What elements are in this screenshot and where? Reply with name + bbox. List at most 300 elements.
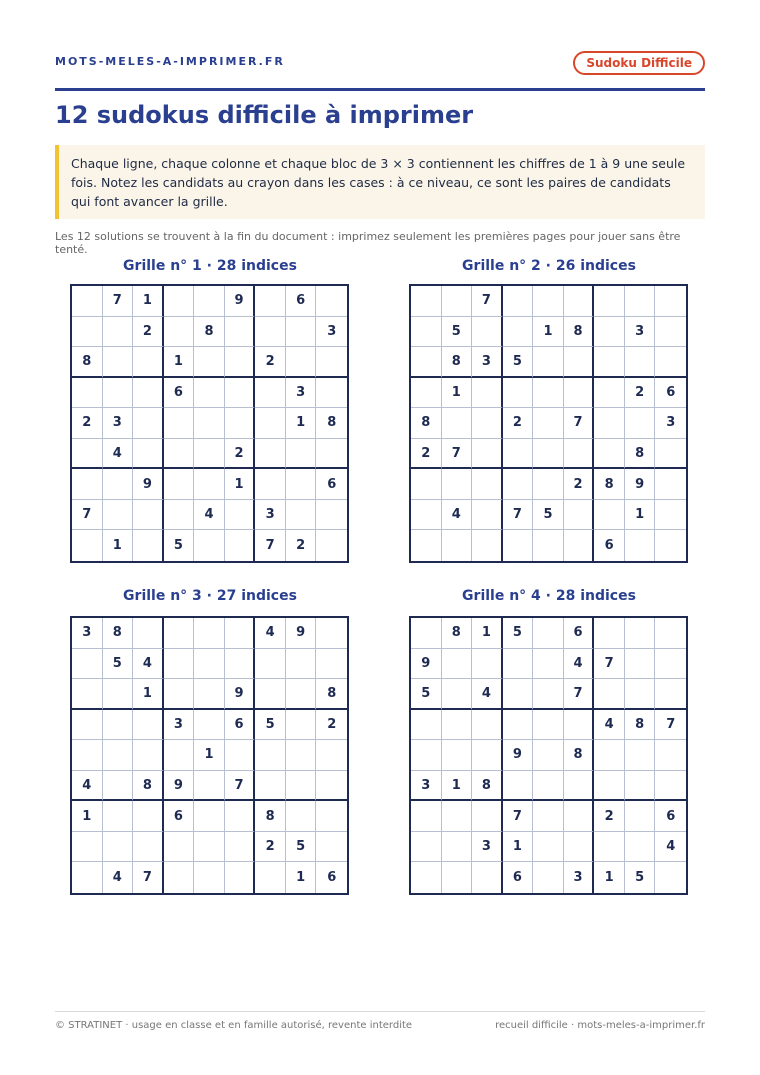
sudoku-cell [286, 317, 317, 348]
sudoku-cell [655, 500, 686, 531]
sudoku-cell [594, 832, 625, 863]
sudoku-cell [503, 378, 534, 409]
sudoku-cell [164, 679, 195, 710]
sudoku-cell: 5 [103, 649, 134, 680]
sudoku-cell: 2 [255, 347, 286, 378]
sudoku-cell: 6 [655, 378, 686, 409]
sudoku-grid-4 [409, 616, 688, 895]
sudoku-cell [225, 347, 256, 378]
sudoku-cell [316, 649, 347, 680]
sudoku-cell [103, 317, 134, 348]
sudoku-cell [533, 771, 564, 802]
sudoku-cell [533, 347, 564, 378]
sudoku-cell: 3 [255, 500, 286, 531]
sudoku-cell [503, 679, 534, 710]
sudoku-cell [594, 317, 625, 348]
sudoku-cell: 4 [655, 832, 686, 863]
sudoku-cell [133, 378, 164, 409]
sudoku-cell [503, 317, 534, 348]
sudoku-cell: 7 [503, 801, 534, 832]
sudoku-cell [194, 469, 225, 500]
sudoku-cell: 4 [472, 679, 503, 710]
sudoku-cell [533, 832, 564, 863]
sudoku-cell [103, 771, 134, 802]
sudoku-cell [225, 408, 256, 439]
sudoku-cell: 9 [625, 469, 656, 500]
sudoku-cell [472, 710, 503, 741]
sudoku-cell [72, 469, 103, 500]
sudoku-cell: 1 [533, 317, 564, 348]
sudoku-cell [472, 530, 503, 561]
sudoku-cell: 8 [564, 317, 595, 348]
sudoku-cell: 6 [655, 801, 686, 832]
sudoku-cell [472, 649, 503, 680]
sudoku-cell [255, 679, 286, 710]
sudoku-cell [133, 740, 164, 771]
sudoku-cell [564, 832, 595, 863]
sudoku-cell [533, 469, 564, 500]
sudoku-cell: 7 [503, 500, 534, 531]
sudoku-cell: 4 [133, 649, 164, 680]
sudoku-cell [164, 439, 195, 470]
sudoku-cell: 1 [472, 618, 503, 649]
sudoku-cell [411, 317, 442, 348]
sudoku-cell: 4 [103, 862, 134, 893]
sudoku-cell [655, 347, 686, 378]
sudoku-cell [442, 862, 473, 893]
sudoku-cell: 7 [594, 649, 625, 680]
sudoku-cell: 3 [316, 317, 347, 348]
sudoku-cell: 8 [625, 710, 656, 741]
sudoku-cell [286, 771, 317, 802]
sudoku-cell: 2 [255, 832, 286, 863]
sudoku-cell: 7 [72, 500, 103, 531]
sudoku-cell: 6 [286, 286, 317, 317]
sudoku-cell [316, 378, 347, 409]
sudoku-cell [533, 740, 564, 771]
sudoku-cell [164, 286, 195, 317]
sudoku-cell [103, 378, 134, 409]
sudoku-cell [503, 469, 534, 500]
sudoku-cell [194, 408, 225, 439]
sudoku-cell [72, 832, 103, 863]
sudoku-cell [625, 649, 656, 680]
sudoku-cell [564, 378, 595, 409]
sudoku-cell [103, 740, 134, 771]
sudoku-cell: 5 [255, 710, 286, 741]
sudoku-cell: 6 [164, 378, 195, 409]
sudoku-cell: 7 [655, 710, 686, 741]
sudoku-cell [133, 439, 164, 470]
sudoku-cell [411, 286, 442, 317]
sudoku-cell: 1 [625, 500, 656, 531]
footer-copyright: © STRATINET · usage en classe et en famille autorisé, revente interdite [55, 1020, 413, 1031]
sudoku-cell [164, 740, 195, 771]
sudoku-cell [164, 408, 195, 439]
sudoku-cell [564, 710, 595, 741]
sudoku-cell [533, 649, 564, 680]
sudoku-cell [164, 317, 195, 348]
sudoku-cell [655, 771, 686, 802]
sudoku-cell [594, 378, 625, 409]
sudoku-cell [594, 439, 625, 470]
header-divider [55, 88, 705, 91]
footer-divider [55, 1011, 705, 1012]
grid-title-4: Grille n° 4 · 28 indices [462, 588, 636, 604]
sudoku-cell [286, 469, 317, 500]
sudoku-cell [72, 530, 103, 561]
sudoku-cell: 7 [225, 771, 256, 802]
page-title: 12 sudokus difficile à imprimer [55, 101, 474, 129]
sudoku-cell [72, 439, 103, 470]
sudoku-cell [72, 862, 103, 893]
sudoku-cell [133, 618, 164, 649]
sudoku-cell [72, 679, 103, 710]
sudoku-cell: 1 [103, 530, 134, 561]
sudoku-cell: 8 [316, 679, 347, 710]
sudoku-cell: 5 [286, 832, 317, 863]
sudoku-cell [103, 500, 134, 531]
sudoku-cell [594, 347, 625, 378]
sudoku-cell [194, 710, 225, 741]
sudoku-cell [225, 649, 256, 680]
sudoku-cell: 7 [564, 408, 595, 439]
sudoku-cell [164, 862, 195, 893]
sudoku-cell [133, 530, 164, 561]
sudoku-cell [194, 439, 225, 470]
sudoku-cell [594, 740, 625, 771]
sudoku-cell: 7 [133, 862, 164, 893]
sudoku-cell: 4 [442, 500, 473, 531]
sudoku-cell: 8 [72, 347, 103, 378]
sudoku-cell: 4 [103, 439, 134, 470]
sudoku-cell: 6 [225, 710, 256, 741]
sudoku-cell: 2 [594, 801, 625, 832]
sudoku-cell: 1 [133, 679, 164, 710]
sudoku-cell: 8 [472, 771, 503, 802]
sudoku-cell [625, 286, 656, 317]
sudoku-cell [564, 439, 595, 470]
sudoku-cell: 9 [411, 649, 442, 680]
sudoku-cell [133, 832, 164, 863]
sudoku-cell [225, 740, 256, 771]
sudoku-cell: 7 [255, 530, 286, 561]
sudoku-cell [655, 439, 686, 470]
sudoku-cell [316, 286, 347, 317]
sudoku-cell [194, 347, 225, 378]
sudoku-cell [194, 378, 225, 409]
sudoku-grid-1 [70, 284, 349, 563]
sudoku-cell [133, 408, 164, 439]
sudoku-cell [72, 740, 103, 771]
sudoku-cell [594, 500, 625, 531]
sudoku-cell: 8 [316, 408, 347, 439]
sudoku-cell [286, 347, 317, 378]
sudoku-cell [286, 649, 317, 680]
sudoku-cell [194, 530, 225, 561]
sudoku-cell [411, 801, 442, 832]
sudoku-cell: 2 [411, 439, 442, 470]
sudoku-cell: 1 [594, 862, 625, 893]
sudoku-cell [411, 618, 442, 649]
sudoku-cell [442, 469, 473, 500]
sudoku-cell: 6 [503, 862, 534, 893]
sudoku-cell: 6 [327, 870, 337, 886]
sudoku-cell [655, 740, 686, 771]
sudoku-cell [194, 649, 225, 680]
sudoku-cell [316, 832, 347, 863]
sudoku-cell [472, 439, 503, 470]
sudoku-cell [255, 286, 286, 317]
sudoku-cell: 5 [625, 862, 656, 893]
sudoku-cell [472, 408, 503, 439]
sudoku-cell [655, 649, 686, 680]
sudoku-cell [72, 710, 103, 741]
sudoku-cell: 3 [472, 832, 503, 863]
sudoku-cell [72, 286, 103, 317]
sudoku-cell [225, 378, 256, 409]
sudoku-cell: 1 [225, 469, 256, 500]
sudoku-cell [442, 710, 473, 741]
sudoku-cell: 8 [564, 740, 595, 771]
sudoku-cell [316, 771, 347, 802]
sudoku-cell [194, 832, 225, 863]
sudoku-cell: 2 [133, 317, 164, 348]
sudoku-cell: 6 [594, 530, 625, 561]
sudoku-cell [625, 771, 656, 802]
sudoku-cell [286, 679, 317, 710]
sudoku-cell: 7 [103, 286, 134, 317]
sudoku-cell: 3 [164, 710, 195, 741]
sudoku-cell [411, 500, 442, 531]
sudoku-cell: 1 [286, 408, 317, 439]
sudoku-cell: 7 [442, 439, 473, 470]
sudoku-cell [164, 500, 195, 531]
sudoku-cell [316, 347, 347, 378]
sudoku-cell [194, 862, 225, 893]
sudoku-cell [564, 771, 595, 802]
sudoku-cell [411, 530, 442, 561]
sudoku-cell [411, 378, 442, 409]
sudoku-cell [255, 408, 286, 439]
sudoku-cell [255, 649, 286, 680]
sudoku-cell [503, 286, 534, 317]
site-name: MOTS-MELES-A-IMPRIMER.FR [55, 55, 285, 68]
sudoku-cell [564, 286, 595, 317]
sudoku-cell: 5 [503, 618, 534, 649]
sudoku-cell [625, 530, 656, 561]
sudoku-cell [472, 740, 503, 771]
sudoku-cell: 8 [594, 469, 625, 500]
sudoku-cell [255, 439, 286, 470]
sudoku-cell [133, 347, 164, 378]
sudoku-cell: 8 [442, 347, 473, 378]
sudoku-cell [533, 286, 564, 317]
sudoku-cell: 3 [286, 378, 317, 409]
sudoku-cell [286, 500, 317, 531]
sudoku-cell [255, 771, 286, 802]
sudoku-cell: 8 [255, 801, 286, 832]
sudoku-cell [442, 679, 473, 710]
sudoku-cell [225, 801, 256, 832]
sudoku-cell: 8 [194, 317, 225, 348]
sudoku-cell: 4 [194, 500, 225, 531]
sudoku-cell [533, 530, 564, 561]
sudoku-cell: 2 [225, 439, 256, 470]
sudoku-cell [533, 378, 564, 409]
sudoku-cell: 4 [594, 710, 625, 741]
sudoku-cell: 2 [316, 710, 347, 741]
sudoku-cell [533, 679, 564, 710]
sudoku-cell [194, 771, 225, 802]
sudoku-cell: 3 [564, 862, 595, 893]
sudoku-cell [625, 801, 656, 832]
sudoku-cell [472, 469, 503, 500]
sudoku-cell: 3 [411, 771, 442, 802]
sudoku-cell [533, 862, 564, 893]
sudoku-cell [442, 832, 473, 863]
sudoku-cell [503, 771, 534, 802]
sudoku-cell [72, 317, 103, 348]
sudoku-cell [655, 679, 686, 710]
sudoku-cell: 1 [503, 832, 534, 863]
sudoku-cell [625, 832, 656, 863]
sudoku-cell: 8 [411, 408, 442, 439]
sudoku-cell: 9 [503, 740, 534, 771]
sudoku-cell [225, 832, 256, 863]
sudoku-cell: 8 [133, 771, 164, 802]
sudoku-cell [625, 618, 656, 649]
sudoku-cell [72, 378, 103, 409]
sudoku-cell [472, 378, 503, 409]
sudoku-cell [533, 710, 564, 741]
sudoku-cell [472, 801, 503, 832]
sudoku-cell [533, 408, 564, 439]
sudoku-cell [564, 500, 595, 531]
footer-collection: recueil difficile · mots-meles-a-imprimer.fr [495, 1020, 705, 1031]
sudoku-cell [286, 439, 317, 470]
sudoku-cell: 1 [72, 801, 103, 832]
sudoku-cell: 2 [503, 408, 534, 439]
sudoku-cell: 7 [564, 679, 595, 710]
sudoku-cell: 5 [164, 530, 195, 561]
sudoku-grid-3 [70, 616, 349, 895]
sudoku-cell [103, 832, 134, 863]
sudoku-cell [442, 408, 473, 439]
sudoku-cell [286, 740, 317, 771]
sudoku-cell [594, 771, 625, 802]
sudoku-cell [442, 530, 473, 561]
sudoku-cell [625, 347, 656, 378]
sudoku-cell: 9 [225, 286, 256, 317]
grid-title-2: Grille n° 2 · 26 indices [462, 258, 636, 274]
sudoku-cell [225, 862, 256, 893]
sudoku-cell [133, 710, 164, 741]
sudoku-cell: 6 [564, 618, 595, 649]
sudoku-cell: 1 [133, 286, 164, 317]
sudoku-cell [594, 408, 625, 439]
sudoku-cell: 6 [316, 469, 347, 500]
sudoku-cell [225, 317, 256, 348]
sudoku-cell: 5 [533, 500, 564, 531]
sudoku-cell [225, 530, 256, 561]
sudoku-cell: 1 [194, 740, 225, 771]
sudoku-cell [503, 530, 534, 561]
sudoku-cell [164, 832, 195, 863]
sudoku-cell [133, 801, 164, 832]
sudoku-cell: 4 [564, 649, 595, 680]
sudoku-cell: 1 [286, 862, 317, 893]
sudoku-cell [564, 801, 595, 832]
sudoku-cell [533, 618, 564, 649]
sudoku-cell [103, 347, 134, 378]
sudoku-cell [255, 469, 286, 500]
sudoku-cell [442, 286, 473, 317]
instructions-box: Chaque ligne, chaque colonne et chaque bloc de 3 × 3 contiennent les chiffres de 1 à 9 une seule fois. Notez les candidats au crayon dans les cases : à ce niveau, ce sont les paires de candidats qui font avancer la grille. [55, 145, 705, 219]
sudoku-cell [164, 649, 195, 680]
sudoku-cell [255, 317, 286, 348]
sudoku-cell [411, 832, 442, 863]
sudoku-cell: 2 [72, 408, 103, 439]
sudoku-cell [503, 439, 534, 470]
sudoku-cell [316, 801, 347, 832]
sudoku-cell: 5 [411, 679, 442, 710]
sudoku-cell [316, 618, 347, 649]
sudoku-cell [442, 649, 473, 680]
sudoku-cell [411, 862, 442, 893]
sudoku-cell: 2 [564, 469, 595, 500]
sudoku-cell: 9 [133, 469, 164, 500]
sudoku-cell [194, 679, 225, 710]
sudoku-cell [594, 618, 625, 649]
sudoku-cell [194, 801, 225, 832]
sudoku-cell [411, 469, 442, 500]
difficulty-badge: Sudoku Difficile [573, 51, 705, 75]
sudoku-cell: 1 [442, 771, 473, 802]
sudoku-cell [655, 469, 686, 500]
sudoku-cell: 6 [164, 801, 195, 832]
sudoku-cell [625, 679, 656, 710]
sudoku-cell: 5 [442, 317, 473, 348]
sudoku-cell: 8 [625, 439, 656, 470]
solutions-note: Les 12 solutions se trouvent à la fin du document : imprimez seulement les premières pages pour jouer sans être tenté. [55, 230, 681, 256]
sudoku-cell [411, 347, 442, 378]
sudoku-cell [286, 710, 317, 741]
sudoku-cell [164, 469, 195, 500]
sudoku-cell [655, 530, 686, 561]
sudoku-cell [442, 740, 473, 771]
sudoku-cell [255, 862, 286, 893]
sudoku-cell [655, 317, 686, 348]
sudoku-cell [503, 649, 534, 680]
sudoku-cell [594, 286, 625, 317]
sudoku-cell [594, 679, 625, 710]
sudoku-cell [286, 801, 317, 832]
sudoku-cell [194, 286, 225, 317]
sudoku-cell [103, 801, 134, 832]
sudoku-cell [655, 618, 686, 649]
sudoku-cell: 2 [286, 530, 317, 561]
sudoku-cell [316, 439, 347, 470]
sudoku-cell [255, 740, 286, 771]
sudoku-cell: 5 [503, 347, 534, 378]
sudoku-cell: 1 [164, 347, 195, 378]
sudoku-cell [225, 618, 256, 649]
sudoku-cell [655, 286, 686, 317]
sudoku-cell: 3 [655, 408, 686, 439]
sudoku-cell [472, 500, 503, 531]
sudoku-cell: 3 [103, 408, 134, 439]
